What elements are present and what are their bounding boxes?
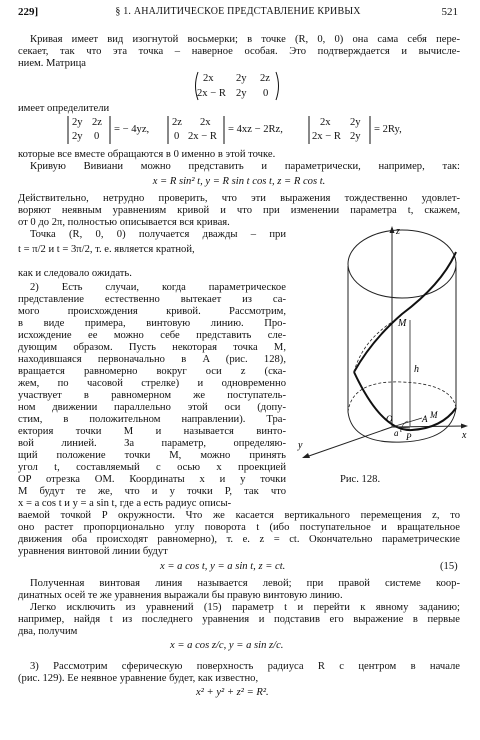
text-line: t = π/2 и t = 3π/2, т. е. является кратной, <box>18 244 195 255</box>
matrix-r2c1: 2x − R <box>197 88 226 99</box>
det2-r2a: 0 <box>174 131 180 142</box>
text-line: движения оба происходят равномерно), т. е. z = ct. Окончательно параметрические <box>18 534 460 545</box>
det3-value: = 2Ry, <box>374 124 402 135</box>
helix-equation: x = a cos t, y = a sin t, z = ct. <box>160 561 286 572</box>
text-line: ваемой точкой P окружности. Что же касается вертикального перемещения z, то <box>18 510 460 521</box>
cylinder-base-back <box>348 382 456 412</box>
text-line: исхождение ее можно себе представить сле- <box>18 330 286 341</box>
text-line: вращается равномерно вокруг оси z (ска- <box>18 366 286 377</box>
sphere-equation: x² + y² + z² = R². <box>196 687 269 698</box>
det3-r1b: 2y <box>350 117 361 128</box>
text-line: динатных осей те же уравнения выражали бы правую винтовую линию. <box>18 590 343 601</box>
matrix-r2c2: 2y <box>236 88 247 99</box>
det3-r2b: 2y <box>350 131 361 142</box>
text-line: Кривая имеет вид изогнутой восьмерки; в точке (R, 0, 0) она сама себя пере- <box>30 34 460 45</box>
helix-front-upper <box>354 252 456 372</box>
text-line: мого происхождения кривой. Рассмотрим, <box>18 306 286 317</box>
label-a: a <box>394 428 399 438</box>
label-M-lower: M <box>430 410 438 420</box>
matrix-r1c2: 2y <box>236 73 247 84</box>
equation-number: (15) <box>440 561 458 572</box>
text-line: OP отрезка OM. Координаты x и y точки <box>18 474 286 485</box>
text-line: жем, по часовой стрелке) и одновременно <box>18 378 286 389</box>
text-line: уравнения винтовой линии будут <box>18 546 168 557</box>
det3-r2a: 2x − R <box>312 131 341 142</box>
text-line: угол t, составляемый с осью x проекцией <box>18 462 286 473</box>
text-line: участвует в равномерном же поступатель- <box>18 390 286 401</box>
text-line: два, получим <box>18 626 78 637</box>
det2-r1a: 2z <box>172 117 182 128</box>
label-z: z <box>396 226 400 237</box>
text-line: дующим образом. Пусть некоторая точка M, <box>18 342 286 353</box>
text-line: M будут те же, что и у точки P, так что <box>18 486 286 497</box>
det1-r1a: 2y <box>72 117 83 128</box>
text-line: Полученная винтовая линия называется левой; при правой системе коор- <box>30 578 460 589</box>
figure-caption: Рис. 128. <box>340 474 381 485</box>
label-x: x <box>462 430 467 441</box>
text-line: как и следовало ожидать. <box>18 268 132 279</box>
det1-r1b: 2z <box>92 117 102 128</box>
det3-r1a: 2x <box>320 117 331 128</box>
label-M: M <box>398 318 407 329</box>
cylinder-top <box>348 230 456 298</box>
label-O: O <box>386 414 393 424</box>
label-y: y <box>298 440 303 451</box>
text-line: в виде примера, винтовую линию. Про- <box>18 318 286 329</box>
text-line: которые все вместе обращаются в 0 именно в этой точке. <box>18 149 276 160</box>
text-line: ном движении параллельно этой оси (допу- <box>18 402 286 413</box>
det2-value: = 4xz − 2Rz, <box>228 124 283 135</box>
text-line: вой линией. За параметр, определяю- <box>18 438 286 449</box>
text-line: Кривую Вивиани можно представить и параметрически, например, так: <box>30 161 460 172</box>
text-line: ектория точки M и называется винто- <box>18 426 286 437</box>
page-number-right: 521 <box>441 6 458 18</box>
label-P: P <box>406 432 412 442</box>
matrix-r2c3: 0 <box>263 88 269 99</box>
text-line: находившаяся первоначально в A (рис. 128), <box>18 354 286 365</box>
text-line: от 0 до 2π, полностью описывается вся кривая. <box>18 217 230 228</box>
label-A: A <box>422 414 428 424</box>
text-line: представление естественно вытекает из са- <box>18 294 286 305</box>
text-line: секает, так что эта точка – наверное особая. Это подтверждается и вычисле- <box>18 46 460 57</box>
page-number-left: 229] <box>18 6 39 18</box>
text-line: 3) Рассмотрим сферическую поверхность радиуса R с центром в начале <box>30 661 460 672</box>
text-line: нием. Матрица <box>18 58 86 69</box>
text-line: 2) Есть случаи, когда параметрическое <box>30 282 286 293</box>
helix-figure <box>292 222 474 472</box>
segment-OA <box>392 418 422 427</box>
text-line: Точка (R, 0, 0) получается дважды – при <box>30 229 286 240</box>
det2-r1b: 2x <box>200 117 211 128</box>
text-line: воряют неявным уравнениям кривой и что при изменении параметра t, скажем, <box>18 205 460 216</box>
label-h: h <box>414 364 419 375</box>
text-line: например, найдя t из последнего уравнения и подставив его выражение в первые <box>18 614 460 625</box>
det1-r2b: 0 <box>94 131 100 142</box>
matrix-r1c1: 2x <box>203 73 214 84</box>
label-t: t <box>400 425 403 434</box>
text-line: щий положение точки M, можно принять <box>18 450 286 461</box>
text-line: Легко исключить из уравнений (15) параметр t и перейти к явному заданию; <box>30 602 460 613</box>
viviani-parametric-equation: x = R sin² t, y = R sin t cos t, z = R cos t. <box>152 176 326 187</box>
y-axis <box>306 427 392 457</box>
running-header <box>18 6 458 22</box>
explicit-helix-equation: x = a cos z/c, y = a sin z/c. <box>170 640 284 651</box>
helix-front-lower <box>354 372 456 430</box>
text-line: стим, в положительном направлении). Тра- <box>18 414 286 425</box>
text-line: (рис. 129). Ее неявное уравнение будет, как известно, <box>18 673 259 684</box>
det2-r2b: 2x − R <box>188 131 217 142</box>
det1-value: = − 4yz, <box>114 124 150 135</box>
matrix-r1c3: 2z <box>260 73 270 84</box>
text-line: Действительно, нетрудно проверить, что эти выражения тождественно удовлет- <box>18 193 460 204</box>
text-line: x = a cos t и y = a sin t, где a есть радиус описы- <box>18 498 232 509</box>
text-line: оно растет пропорционально углу поворота t (ибо поступательное и вращательное <box>18 522 460 533</box>
text-line: имеет определители <box>18 103 110 114</box>
det1-r2a: 2y <box>72 131 83 142</box>
section-title: § 1. АНАЛИТИЧЕСКОЕ ПРЕДСТАВЛЕНИЕ КРИВЫХ <box>115 6 361 17</box>
